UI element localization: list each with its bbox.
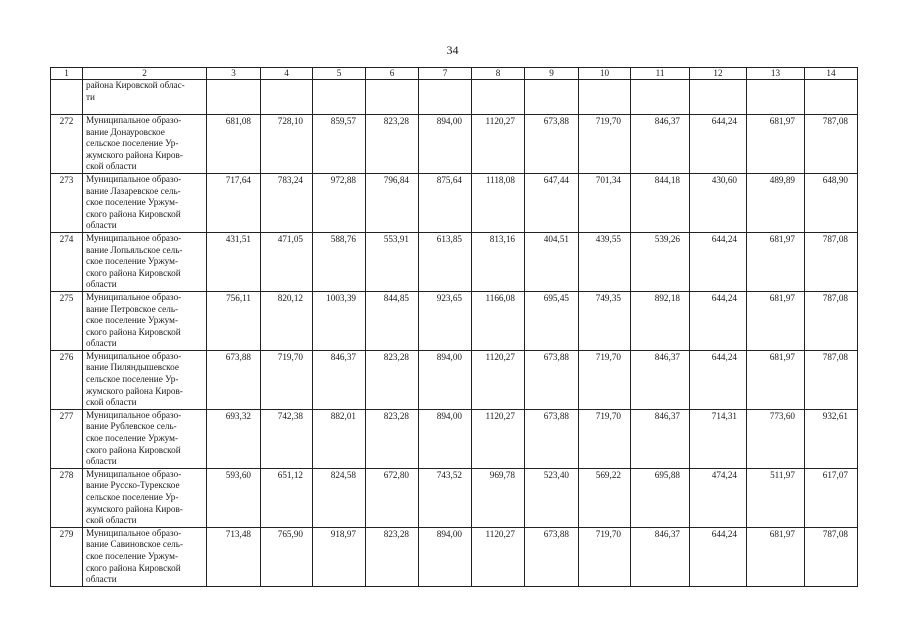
row-index-cell: 274 <box>51 232 83 291</box>
row-index-cell: 276 <box>51 350 83 409</box>
value-cell: 714,31 <box>690 409 747 468</box>
value-cell: 539,26 <box>631 232 690 291</box>
value-cell: 749,35 <box>579 291 631 350</box>
value-cell: 511,97 <box>747 468 805 527</box>
page-number: 34 <box>446 43 459 57</box>
value-cell: 824,58 <box>313 468 366 527</box>
column-number-cell: 10 <box>579 68 631 80</box>
value-cell: 813,16 <box>472 232 525 291</box>
value-cell: 644,24 <box>690 291 747 350</box>
column-number-cell: 1 <box>51 68 83 80</box>
value-cell: 695,88 <box>631 468 690 527</box>
value-cell: 695,45 <box>525 291 579 350</box>
row-index-cell: 279 <box>51 527 83 586</box>
value-cell: 673,88 <box>525 350 579 409</box>
value-cell: 846,37 <box>631 527 690 586</box>
row-name-cell: Муниципальное образо- вание Донауровское сельское поселение Ур- жумского района Киров- ской области <box>83 115 207 174</box>
column-number-cell: 9 <box>525 68 579 80</box>
value-cell: 713,48 <box>207 527 261 586</box>
value-cell: 1120,27 <box>472 527 525 586</box>
value-cell: 474,24 <box>690 468 747 527</box>
value-cell: 1120,27 <box>472 350 525 409</box>
column-number-cell: 12 <box>690 68 747 80</box>
column-number-cell: 2 <box>83 68 207 80</box>
row-name-cell: Муниципальное образо- вание Савиновское сель- ское поселение Уржум- ского района Кировской области <box>83 527 207 586</box>
value-cell: 719,70 <box>579 115 631 174</box>
table-row <box>51 115 858 174</box>
table-body <box>51 68 858 587</box>
column-number-cell: 6 <box>366 68 419 80</box>
value-cell: 719,70 <box>579 527 631 586</box>
value-cell: 1120,27 <box>472 409 525 468</box>
value-cell: 969,78 <box>472 468 525 527</box>
row-index-cell: 273 <box>51 173 83 232</box>
value-cell: 523,40 <box>525 468 579 527</box>
value-cell: 787,08 <box>805 527 858 586</box>
value-cell: 681,97 <box>747 350 805 409</box>
row-index-cell: 278 <box>51 468 83 527</box>
value-cell: 569,22 <box>579 468 631 527</box>
column-number-cell: 11 <box>631 68 690 80</box>
table-row <box>51 232 858 291</box>
row-name-cell: Муниципальное образо- вание Рублевское сель- ское поселение Уржум- ского района Кировской области <box>83 409 207 468</box>
value-cell: 681,97 <box>747 527 805 586</box>
value-cell: 644,24 <box>690 527 747 586</box>
value-cell: 846,37 <box>631 409 690 468</box>
value-cell: 644,24 <box>690 350 747 409</box>
value-cell: 1118,08 <box>472 173 525 232</box>
value-cell: 882,01 <box>313 409 366 468</box>
value-cell: 717,64 <box>207 173 261 232</box>
value-cell: 894,00 <box>419 527 472 586</box>
column-number-cell: 8 <box>472 68 525 80</box>
column-number-cell: 4 <box>261 68 313 80</box>
value-cell: 617,07 <box>805 468 858 527</box>
column-number-cell: 7 <box>419 68 472 80</box>
value-cell: 823,28 <box>366 350 419 409</box>
value-cell: 787,08 <box>805 115 858 174</box>
value-cell: 404,51 <box>525 232 579 291</box>
value-cell: 701,34 <box>579 173 631 232</box>
column-number-cell: 3 <box>207 68 261 80</box>
value-cell: 489,89 <box>747 173 805 232</box>
row-name-cell: Муниципальное образо- вание Лопьяльское сель- ское поселение Уржум- ского района Кировской области <box>83 232 207 291</box>
value-cell: 823,28 <box>366 527 419 586</box>
row-name-cell: Муниципальное образо- вание Пиляндышевское сельское поселение Ур- жумского района Киров- ской области <box>83 350 207 409</box>
value-cell: 681,08 <box>207 115 261 174</box>
row-index-cell: 275 <box>51 291 83 350</box>
table-row <box>51 350 858 409</box>
column-number-row <box>51 68 858 80</box>
table-row <box>51 527 858 586</box>
column-number-cell: 5 <box>313 68 366 80</box>
value-cell: 430,60 <box>690 173 747 232</box>
value-cell: 588,76 <box>313 232 366 291</box>
value-cell: 1003,39 <box>313 291 366 350</box>
value-cell: 593,60 <box>207 468 261 527</box>
value-cell: 651,12 <box>261 468 313 527</box>
row-name-cell: Муниципальное образо- вание Русско-Турекское сельское поселение Ур- жумского района Киров- ской области <box>83 468 207 527</box>
value-cell: 681,97 <box>747 232 805 291</box>
table-row <box>51 468 858 527</box>
value-cell: 923,65 <box>419 291 472 350</box>
value-cell: 972,88 <box>313 173 366 232</box>
value-cell: 820,12 <box>261 291 313 350</box>
value-cell: 875,64 <box>419 173 472 232</box>
value-cell: 672,80 <box>366 468 419 527</box>
table-row <box>51 409 858 468</box>
value-cell: 787,08 <box>805 350 858 409</box>
value-cell: 859,57 <box>313 115 366 174</box>
value-cell: 647,44 <box>525 173 579 232</box>
value-cell: 613,85 <box>419 232 472 291</box>
value-cell: 673,88 <box>207 350 261 409</box>
column-number-cell: 13 <box>747 68 805 80</box>
value-cell: 787,08 <box>805 232 858 291</box>
row-name-cell: Муниципальное образо- вание Петровское сель- ское поселение Уржум- ского района Кировской области <box>83 291 207 350</box>
row-name-cell: Муниципальное образо- вание Лазаревское сель- ское поселение Уржум- ского района Кировской области <box>83 173 207 232</box>
value-cell: 783,24 <box>261 173 313 232</box>
value-cell: 644,24 <box>690 232 747 291</box>
value-cell: 894,00 <box>419 409 472 468</box>
value-cell: 471,05 <box>261 232 313 291</box>
value-cell: 439,55 <box>579 232 631 291</box>
table-row-continued <box>51 80 858 115</box>
value-cell: 673,88 <box>525 409 579 468</box>
value-cell: 796,84 <box>366 173 419 232</box>
value-cell: 894,00 <box>419 115 472 174</box>
value-cell: 765,90 <box>261 527 313 586</box>
table-row <box>51 173 858 232</box>
value-cell: 673,88 <box>525 115 579 174</box>
value-cell: 681,97 <box>747 115 805 174</box>
value-cell: 719,70 <box>579 409 631 468</box>
row-index-cell: 277 <box>51 409 83 468</box>
row-name-cell: района Кировской облас- ти <box>83 80 207 115</box>
value-cell: 431,51 <box>207 232 261 291</box>
value-cell: 553,91 <box>366 232 419 291</box>
value-cell: 648,90 <box>805 173 858 232</box>
value-cell: 681,97 <box>747 291 805 350</box>
value-cell: 892,18 <box>631 291 690 350</box>
value-cell: 719,70 <box>261 350 313 409</box>
value-cell: 787,08 <box>805 291 858 350</box>
value-cell: 823,28 <box>366 409 419 468</box>
value-cell: 719,70 <box>579 350 631 409</box>
value-cell: 918,97 <box>313 527 366 586</box>
value-cell: 743,52 <box>419 468 472 527</box>
value-cell: 644,24 <box>690 115 747 174</box>
column-number-cell: 14 <box>805 68 858 80</box>
table-row <box>51 291 858 350</box>
tariff-table <box>50 67 858 587</box>
value-cell: 1120,27 <box>472 115 525 174</box>
value-cell: 844,18 <box>631 173 690 232</box>
value-cell: 673,88 <box>525 527 579 586</box>
value-cell: 728,10 <box>261 115 313 174</box>
value-cell: 844,85 <box>366 291 419 350</box>
value-cell: 846,37 <box>313 350 366 409</box>
value-cell: 1166,08 <box>472 291 525 350</box>
value-cell: 742,38 <box>261 409 313 468</box>
value-cell: 756,11 <box>207 291 261 350</box>
value-cell: 894,00 <box>419 350 472 409</box>
value-cell: 823,28 <box>366 115 419 174</box>
row-index-cell: 272 <box>51 115 83 174</box>
value-cell: 773,60 <box>747 409 805 468</box>
value-cell: 846,37 <box>631 350 690 409</box>
value-cell: 846,37 <box>631 115 690 174</box>
row-index-cell <box>51 80 83 115</box>
value-cell: 693,32 <box>207 409 261 468</box>
value-cell: 932,61 <box>805 409 858 468</box>
